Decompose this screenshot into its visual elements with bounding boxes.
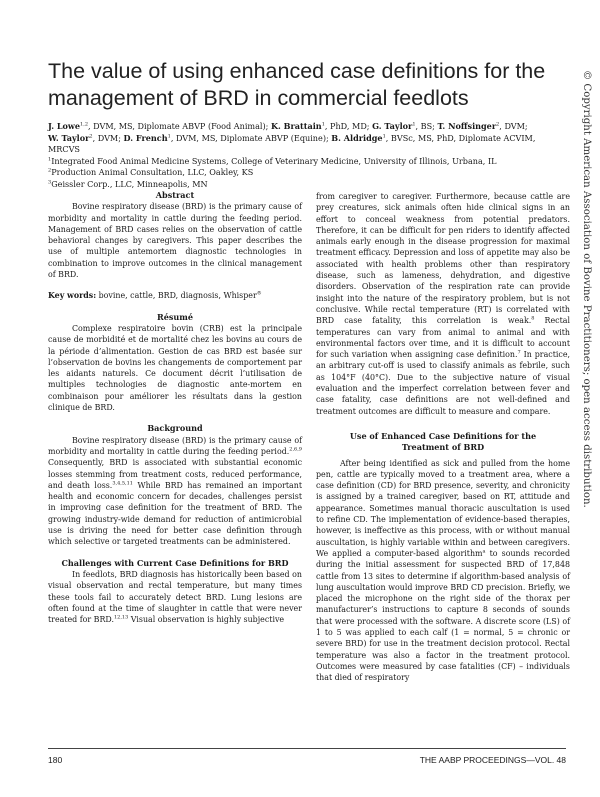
background-body xyxy=(48,435,302,548)
author-sup: 2 xyxy=(496,121,500,128)
affiliation-text: Production Animal Consultation, LLC, Oakley, KS xyxy=(51,167,254,178)
author-name: W. Taylor xyxy=(48,132,90,143)
citation-sup: 7 xyxy=(517,349,521,356)
keywords-text: bovine, cattle, BRD, diagnosis, Whisper xyxy=(96,291,257,301)
text-run: Bovine respiratory disease (BRD) is the primary cause of morbidity and mortality in cattle during the feeding period. xyxy=(48,435,302,456)
challenges-heading: Challenges with Current Case Definitions for BRD xyxy=(61,557,289,568)
author-sup: 1 xyxy=(167,132,171,139)
citation-sup: a xyxy=(482,548,486,555)
text-run: to sounds recorded during the initial assessment for suspected BRD of 17,848 cattle from 13 sites to determine if algorithm-based analysis of lung auscultation would improve BRD CD precision. Briefly, we placed the microphone on the right side of the thorax per manufacturer’s instructions to capture 8 seconds of sounds that were processed with the software. A discrete score (LS) of 1 to 5 was applied to each calf (1 = normal, 5 = chronic or severe BRD) for use in the treatment decision protocol. Rectal temperature was also a factor in the treatment protocol. Outcomes were measured by case fatalities (CF) – individuals that died of respiratory xyxy=(316,548,570,683)
keywords-label: Key words: xyxy=(48,291,97,301)
author-block xyxy=(48,121,566,191)
citation-sup: 3,4,5,11 xyxy=(112,480,133,487)
journal-name: THE AABP PROCEEDINGS—VOL. 48 xyxy=(419,755,566,765)
author-sup: 1 xyxy=(412,121,416,128)
affiliation-text: Integrated Food Animal Medicine Systems, College of Veterinary Medicine, University of Illinois, Urbana, IL xyxy=(51,155,497,166)
abstract-body: Bovine respiratory disease (BRD) is the primary cause of morbidity and mortality in cattle during the feeding period. Management of BRD cases relies on the observation of cattle behavioral changes by caregivers. This paper describes the use of multiple antemortem diagnostic technologies in combination to improve outcomes in the clinical management of BRD. xyxy=(48,202,302,280)
copyright-sidebar xyxy=(576,70,596,530)
keywords-sup: ® xyxy=(256,290,262,297)
affiliation-1 xyxy=(48,156,566,168)
left-column xyxy=(48,190,302,625)
author-credentials: , DVM; xyxy=(92,132,124,143)
author-credentials: , PhD, MD; xyxy=(324,121,373,131)
affiliation-sup: 3 xyxy=(48,179,52,186)
text-run: Visual observation is highly subjective xyxy=(128,615,285,625)
author-name: J. Lowe xyxy=(48,121,81,131)
citation-sup: 12,13 xyxy=(113,614,129,621)
right-column xyxy=(316,191,570,683)
resume-body: Complexe respiratoire bovin (CRB) est la principale cause de morbidité et de mortalité chez les bovins au cours de la période d’alimentation. Gestion de cas BRD est basée sur l’observation de bovins les changements de comportement par les aidants naturels. Ce document décrit l’utilisation de multiples technologies de diagnostic ante-mortem en combinaison pour améliorer les résultats dans la gestion clinique de BRD. xyxy=(48,323,302,413)
affiliation-3 xyxy=(48,179,566,191)
author-sup: 1 xyxy=(382,132,386,139)
paper-title: The value of using enhanced case definitions for the management of BRD in commercial feedlots xyxy=(48,59,546,110)
text-run: After being identified as sick and pulled from the home pen, cattle are typically moved to a treatment area, where a case definition (CD) for BRD presence, severity, and chronicity is assigned by a trained caregiver, based on RT, attitude and appearance. Sometimes manual thoracic auscultation is used to refine CD. The implementation of evidence-based therapies, however, is ineffective as this process, with or without manual auscultation, is highly variable within and between caregivers. We applied a computer-based algorithm xyxy=(316,458,570,558)
author-credentials: , DVM; xyxy=(499,121,528,131)
author-name: T. Noffsinger xyxy=(437,121,497,131)
author-sup: 1 xyxy=(321,121,325,128)
challenges-body xyxy=(48,569,302,625)
text-run: In feedlots, BRD diagnosis has historically been based on visual observation and rectal temperature, but many times these tools fail to accurately detect BRD. Lung lesions are often found at the time of slaughter in cattle that were never treated for BRD. xyxy=(48,569,302,625)
text-run: from caregiver to caregiver. Furthermore, because cattle are prey creatures, sick animals often hide clinical signs in an effort to conceal weakness from potential predators. Therefore, it can be difficult for pen riders to identify affected animals early enough in the disease progression for maximal treatment efficacy. Depression and loss of appetite may also be associated with health problems other than respiratory disease, such as lameness, dehydration, and digestive disorders. Observation of the respiration rate can provide insight into the nature of the respiratory problem, but is not conclusive. While rectal temperature (RT) is correlated with BRD case fatality, this correlation is weak. xyxy=(316,192,570,326)
affiliation-sup: 1 xyxy=(48,156,52,163)
text-run: In practice, an arbitrary cut-off is used to classify animals as febrile, such as 104°F (40°C). Due to the subjective nature of visual evaluation and the imperfect correlation between fever and case fatality, case definitions are not well-defined and treatment outcomes are difficult to measure and compare. xyxy=(316,350,570,416)
affiliation-sup: 2 xyxy=(48,167,52,174)
author-credentials: , DVM, MS, Diplomate ABVP (Equine); xyxy=(170,132,332,143)
right-body-1 xyxy=(316,191,570,417)
copyright-text: © Copyright American Association of Bovine Practitioners; open access distribution. xyxy=(581,70,592,508)
author-credentials: , BS; xyxy=(415,121,438,131)
author-name: B. Aldridge xyxy=(331,132,383,143)
text-run: Rectal temperatures can vary from animal to animal and with environmental factors over time, and it is difficult to account for such variation when assigning case definition. xyxy=(316,316,570,360)
abstract-heading: Abstract xyxy=(155,190,195,200)
author-credentials: , DVM, MS, Diplomate ABVP (Food Animal); xyxy=(88,121,271,131)
author-name: D. French xyxy=(123,132,168,143)
author-name: G. Taylor xyxy=(372,121,413,131)
right-body-2 xyxy=(316,458,570,684)
citation-sup: 8 xyxy=(531,315,535,322)
author-sup: 1,2 xyxy=(80,121,88,128)
author-line-2 xyxy=(48,133,566,156)
page-footer xyxy=(48,748,566,765)
author-sup: 2 xyxy=(89,132,93,139)
affiliation-text: Geissler Corp., LLC, Minneapolis, MN xyxy=(51,178,208,189)
page-number: 180 xyxy=(48,755,63,765)
author-name: K. Brattain xyxy=(270,121,322,131)
resume-heading: Résumé xyxy=(156,311,194,322)
enhanced-cd-heading: Use of Enhanced Case Definitions for the Treatment of BRD xyxy=(349,430,537,453)
keywords xyxy=(48,290,302,301)
affiliation-2 xyxy=(48,167,566,179)
text-run: While BRD has remained an important health and economic concern for decades, challenges persist in improving case definition for the treatment of BRD. The growing industry-wide demand for reduction of antimicrobial use is driving the need for better case definition through which selective or targeted treatments can be administered. xyxy=(48,480,302,547)
author-credentials: , BVSc, MS, PhD, Diplomate ACVIM, MRCVS xyxy=(48,132,536,155)
citation-sup: 2,6,9 xyxy=(289,446,302,453)
background-heading: Background xyxy=(147,423,203,434)
author-line-1 xyxy=(48,121,566,133)
text-run: Consequently, BRD is associated with substantial economic losses stemming from treatment costs, reduced performance, and death loss. xyxy=(48,458,302,490)
